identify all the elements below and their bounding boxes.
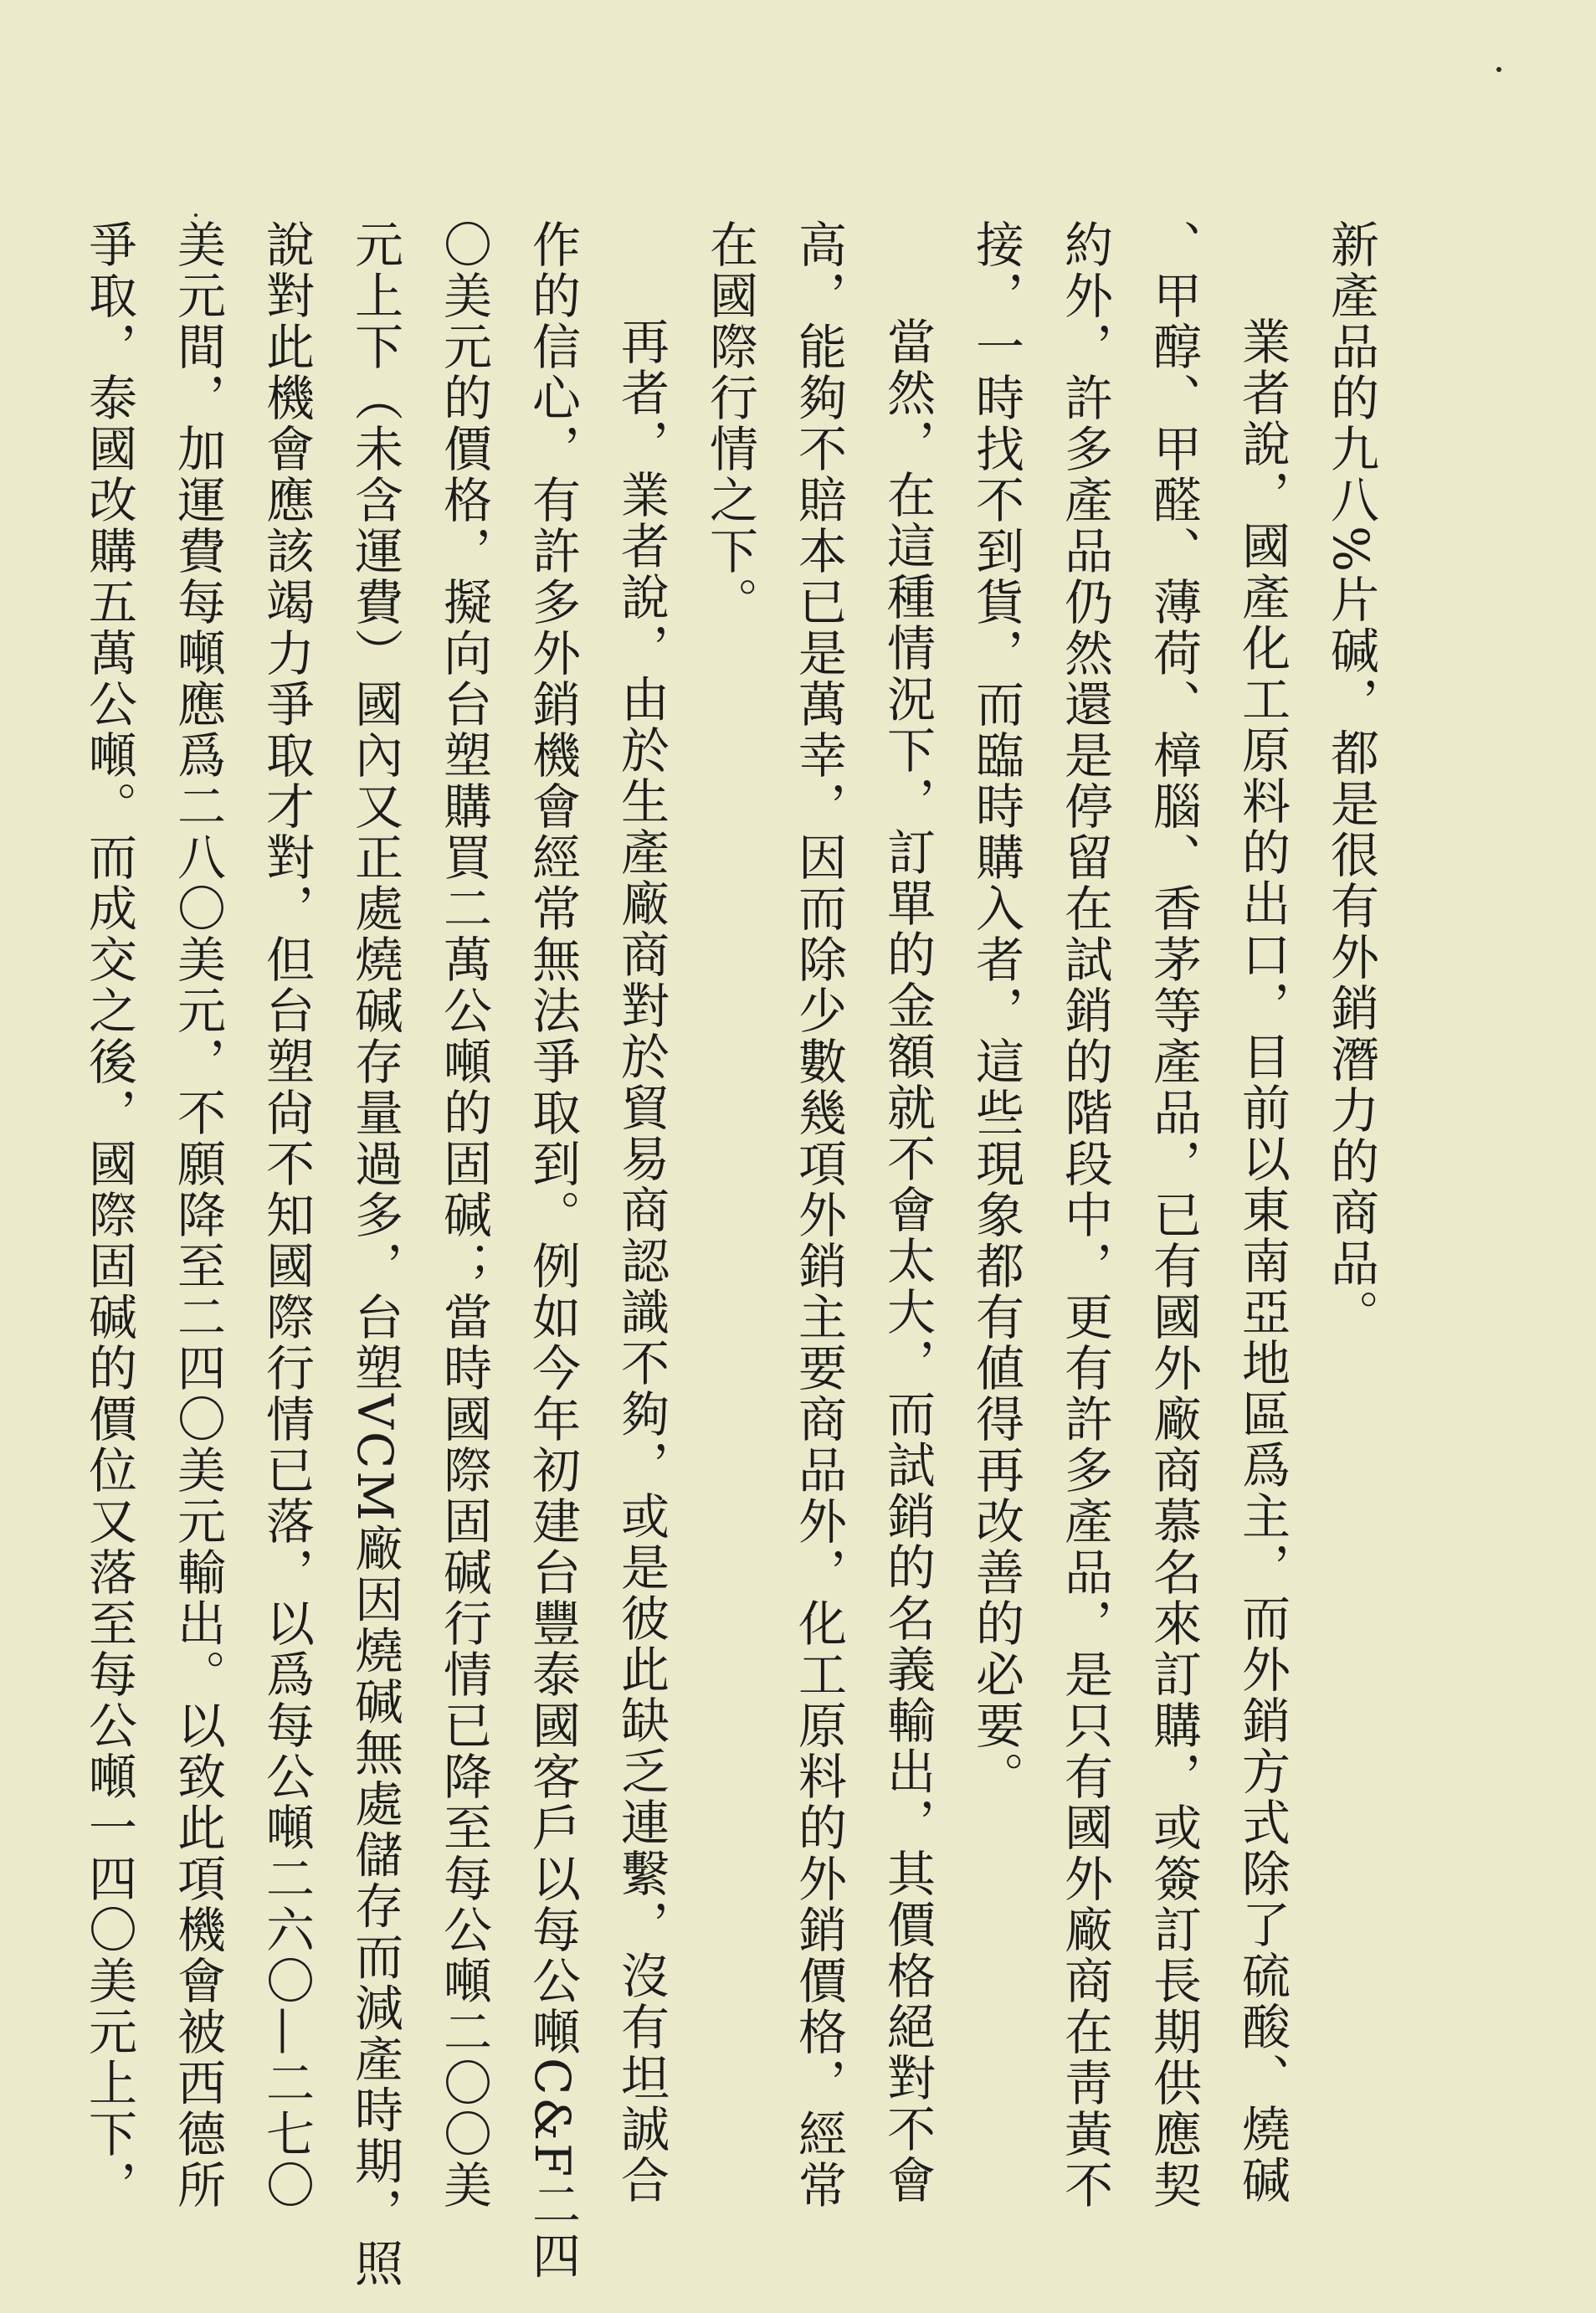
text-line: 爭取，泰國改購五萬公噸。而成交之後，國際固碱的價位又落至每公噸一四〇美元上下，	[80, 219, 137, 2211]
ink-speck	[1496, 67, 1501, 72]
text-line: 在國際行情之下。	[701, 219, 758, 628]
text-line: 作的信心，有許多外銷機會經常無法爭取到。例如今年初建台豐泰國客戶以每公噸C&F二四	[524, 219, 581, 2282]
text-line: 業者說，國產化工原料的出口，目前以東南亞地區爲主，而外銷方式除了硫酸、燒碱	[1234, 316, 1291, 2206]
text-line: 接，一時找不到貨，而臨時購入者，這些現象都有値得再改善的必要。	[967, 219, 1024, 1802]
text-line: 說對此機會應該竭力爭取才對，但台塑尙不知國際行情已落，以爲每公噸二六〇—二七〇	[258, 219, 315, 2211]
vertical-text-body	[64, 219, 1395, 2290]
text-line: 新產品的九八%片碱，都是很有外銷潛力的商品。	[1322, 219, 1379, 1341]
text-line: 元上下（未含運費）國內又正處燒碱存量過多，台塑VCM廠因燒碱無處儲存而減產時期，照	[346, 219, 403, 2290]
text-line: 美元間，加運費每噸應爲二八〇美元，不願降至二四〇美元輸出。以致此項機會被西德所	[169, 219, 226, 2211]
text-line: 、甲醇、甲醛、薄荷、樟腦、香茅等產品，已有國外廠商慕名來訂購，或簽訂長期供應契	[1145, 219, 1202, 2211]
text-line: 再者，業者說，由於生產廠商對於貿易商認識不夠，或是彼此缺乏連繫，沒有坦誠合	[613, 316, 670, 2206]
text-line: 約外，許多產品仍然還是停留在試銷的階段中，更有許多產品，是只有國外廠商在靑黃不	[1056, 219, 1113, 2211]
text-line: 當然，在這種情況下，訂單的金額就不會太大，而試銷的名義輸出，其價格絕對不會	[879, 316, 936, 2206]
text-line: 高，能夠不賠本已是萬幸，因而除少數幾項外銷主要商品外，化工原料的外銷價格，經常	[790, 219, 847, 2211]
text-line: 〇美元的價格，擬向台塑購買二萬公噸的固碱；當時國際固碱行情已降至每公噸二〇〇美	[435, 219, 492, 2211]
ink-speck	[194, 213, 198, 217]
